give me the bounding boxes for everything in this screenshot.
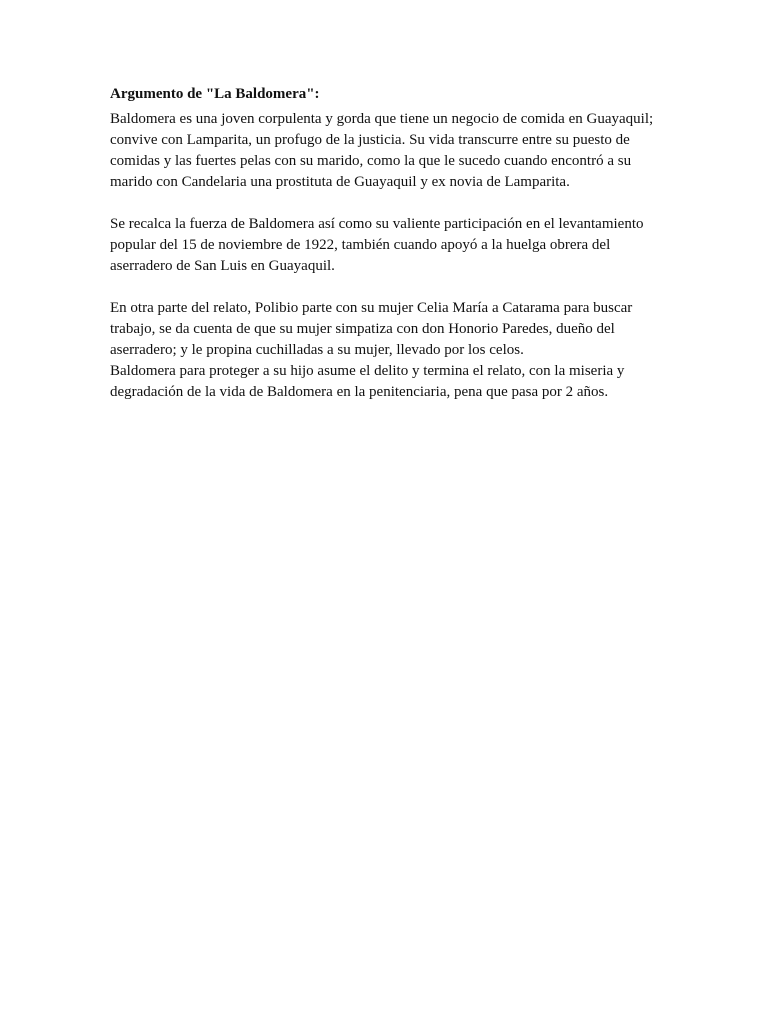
paragraph-gap <box>110 193 670 214</box>
document-body <box>110 84 670 403</box>
document-heading: Argumento de "La Baldomera": <box>110 86 320 102</box>
paragraph-3: En otra parte del relato, Polibio parte con su mujer Celia María a Catarama para buscar trabajo, se da cuenta de que su mujer simpatiza con don Honorio Paredes, dueño del aserradero; y le propina cuchilladas a su mujer, llevado por los celos. <box>110 300 633 358</box>
paragraph-2: Se recalca la fuerza de Baldomera así como su valiente participación en el levantamiento popular del 15 de noviembre de 1922, también cuando apoyó a la huelga obrera del aserradero de San Luis en Guayaquil. <box>110 216 644 274</box>
paragraph-gap <box>110 277 670 298</box>
paragraph-1: Baldomera es una joven corpulenta y gorda que tiene un negocio de comida en Guayaquil; convive con Lamparita, un profugo de la justicia. Su vida transcurre entre su puesto de comidas y las fuertes pelas con su marido, como la que le sucedo cuando encontró a su marido con Candelaria una prostituta de Guayaquil y ex novia de Lamparita. <box>110 111 654 190</box>
paragraph-4: Baldomera para proteger a su hijo asume el delito y termina el relato, con la miseria y degradación de la vida de Baldomera en la penitenciaria, pena que pasa por 2 años. <box>110 363 625 400</box>
